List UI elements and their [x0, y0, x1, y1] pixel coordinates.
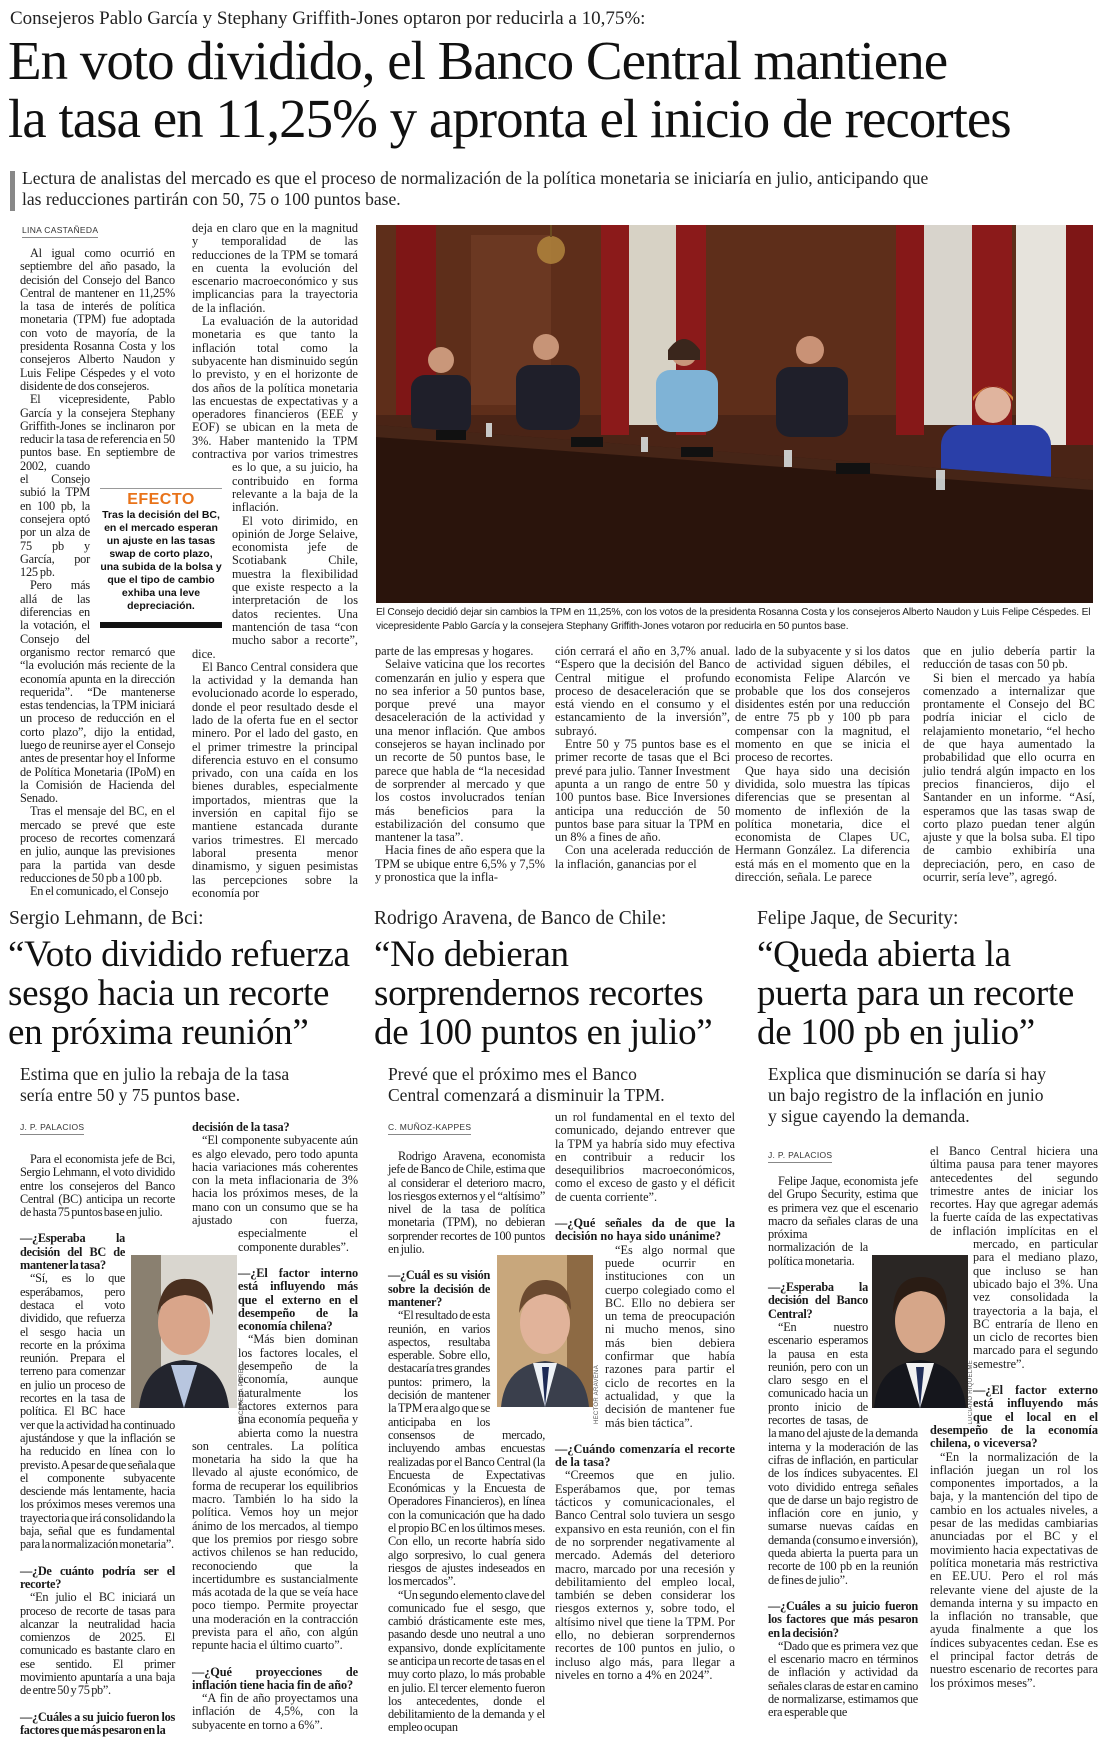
photo-credit: LUCIANO RIQUELME — [968, 1360, 974, 1425]
paragraph: Si bien el mercado ya había comenzado a internalizar que prontamente el Consejo del BC podría iniciar el ciclo de relajamiento monetario, “el hecho de que haya aumentado la probabilidad que ello ocurra en julio tendrá algún impacto en los precios financieros, dijo el Santander en un informe. “Así, esperamos que las tasas swap de corto plazo puedan tener algún ajuste y que la bolsa suba. El tipo de cambio exhibiría una depreciación, pero, en caso de ocurrir, sería leve”, agregó. — [923, 670, 1095, 885]
paragraph: “El componente subyacente aún es algo elevado, pero todo apunta hacia variaciones más coherentes con la meta inflacionaria de 3% hacia los próximos meses, de la mano con un consumo que se ha ajustado con fuerza, especialmente el componente durables”. — [192, 1133, 358, 1254]
headline-line: la tasa en 11,25% y apronta el inicio de recortes — [8, 88, 1011, 149]
interview-question: —¿Cuál es su visión sobre la decisión de mantener? — [388, 1268, 490, 1309]
interview-question: —¿Qué proyecciones de inflación tiene hacia fin de año? — [192, 1664, 358, 1692]
headline-line: de 100 puntos en julio” — [374, 1012, 713, 1053]
paragraph: lado de la subyacente y si los datos de actividad siguen débiles, el economista Felipe Alarcón ve probable que los dos consejeros disidentes estén por una reducción de entre 75 pb y 100 pb para compensar con la magnitud, el momento en que se inicia el proceso de recortes. — [735, 644, 910, 765]
sidebar-title: EFECTO — [127, 491, 195, 508]
dek-line: sería entre 50 y 75 puntos base. — [20, 1085, 241, 1105]
interview-kicker: Felipe Jaque, de Security: — [757, 908, 959, 929]
article-column — [388, 1150, 545, 1735]
dek-line: las reducciones partirán con 50, 75 o 100 puntos base. — [22, 189, 401, 209]
interview-question: —¿Cuándo comenzaría el recorte de la tasa? — [555, 1441, 735, 1470]
article-column — [555, 645, 730, 871]
paragraph: el Banco Central hiciera una última pausa para tener mayores antecedentes del segundo trimestre antes de iniciar los recortes. Hay que agregar además la fuerte caída de las expectativas de inflación implícitas en el mercado, en particular para el mediano plazo, que incluso se han ubicado bajo el 3%. Una vez consolidada la trayectoria a la baja, el BC entraría de lleno en un ciclo de recortes bien marcado para el segundo semestre”. — [930, 1144, 1098, 1371]
dek-line: Lectura de analistas del mercado es que el proceso de normalización de la política monetaria se iniciaría en julio, anticipando que — [22, 168, 929, 188]
paragraph: “Creemos que en julio. Esperábamos que, por temas tácticos y comunicacionales, el Banco Central solo tuviera un sesgo expansivo en esta reunión, con el fin de no sorprender negativamente al mercado. Además del deterioro macro, marcado por una recesión y debilitamiento del empleo local, también se deben considerar los riesgos externos y, sobre todo, el altísimo nivel que tiene la TPM. Por ello, no debieran sorprendernos recortes de 100 puntos en julio, o incluso algo más, para llegar a niveles en torno a 4% en 2024”. — [555, 1468, 735, 1682]
headshot-photo — [497, 1255, 593, 1407]
interview-kicker: Sergio Lehmann, de Bci: — [9, 908, 204, 929]
paragraph: “Es algo normal que puede ocurrir en instituciones con un cuerpo colegiado como el BC. Ello no debiera ser un tema de preocupación ni mucho menos, sino más bien debiera confirmar que había razones para partir el ciclo de recortes en la actualidad, y que la decisión de mantener fue más bien táctica”. — [605, 1242, 735, 1430]
headline-line: “Voto dividido refuerza — [8, 934, 350, 975]
article-column — [375, 645, 545, 884]
article-column — [192, 1121, 358, 1732]
sidebar-body: Tras la decisión del BC, en el mercado esperan un ajuste en las tasas swap de corto plazo, una subida de la bolsa y que el tipo de cambio exhiba una leve depreciación. — [100, 509, 222, 612]
interview-question: —¿El factor interno está influyendo más que el externo en el desempeño de la economía chilena? — [238, 1265, 358, 1334]
byline: J. P. PALACIOS — [20, 1122, 84, 1135]
interview-dek — [388, 1064, 728, 1106]
headline-line: de 100 pb en julio” — [757, 1012, 1035, 1053]
paragraph: “En nuestro escenario esperamos la pausa en esta reunión, pero con un claro sesgo en el comunicado hacia un pronto inicio de recortes de tasas, de la mano del ajuste de la demanda interna y la moderación de las cifras de inflación, en particular de los índices subyacentes. El voto dividido entrega señales que de darse un bajo registro de inflación core en junio, y sumarse nuevas caídas en demanda (consumo e inversión), queda abierta la puerta para un recorte de 100 pb en la reunión de fines de julio”. — [768, 1319, 918, 1587]
paragraph: “A fin de año proyectamos una inflación de 4,5%, con la subyacente en torno a 6%”. — [192, 1691, 358, 1732]
interview-headline — [374, 935, 712, 1052]
interview-question: —¿El factor externo está influyendo más que el local en el desempeño de la economía chilena, o viceversa? — [930, 1383, 1098, 1451]
paragraph: La evaluación de la autoridad monetaria es que tanto la inflación total como la subyacente han disminuido según lo previsto, y en el horizonte de dos años de la política monetaria las encuestas de expectativas y a operadores financieros (EEE y EOF) se ubican en la meta de 3%. Haber mantenido la TPM contractiva por varios trimestres es lo que, a su juicio, ha contribuido en forma relevante a la baja de la inflación. — [192, 314, 358, 515]
board-photo — [376, 225, 1093, 603]
paragraph: Tras el mensaje del BC, en el mercado se prevé que este proceso de recortes comenzará en julio, aunque las previsiones para la partida van desde reducciones de 50 pb a 100 pb. — [20, 804, 175, 885]
article-column — [20, 1153, 175, 1737]
photo-caption: El Consejo decidió dejar sin cambios la TPM en 11,25%, con los votos de la presidenta Rosanna Costa y los consejeros Alberto Naudon y Luis Felipe Céspedes. El vicepresidente Pablo García y la consejera Stephany Griffith-Jones votaron por reducirla en 50 puntos base. — [376, 607, 1091, 632]
dek-line: Prevé que el próximo mes el Banco — [388, 1064, 637, 1084]
dek-line: Estima que en julio la rebaja de la tasa — [20, 1064, 290, 1084]
interview-question: —¿Esperaba la decisión del Banco Central? — [768, 1280, 868, 1321]
headline-line: sesgo hacia un recorte — [8, 973, 330, 1014]
paragraph: “En la normalización de la inflación juegan un rol los componentes importados, a la baja, y la mantención del tipo de cambio en los actuales niveles, a pesar de las medidas cambiarias anunciadas por el BC y el movimiento hacia expectativas de política monetaria más restrictiva en EE.UU. Pero el rol más relevante viene del ajuste de la demanda interna y su impacto en la inflación no transable, que ayuda finalmente a que los índices subyacentes cedan. Ese es el principal factor detrás de nuestro escenario de recortes para los próximos meses”. — [930, 1449, 1098, 1690]
dek-line: Explica que disminución se daría si hay — [768, 1064, 1046, 1084]
headshot-photo — [131, 1255, 237, 1408]
interview-headline — [757, 935, 1074, 1052]
headline-line: en próxima reunión” — [8, 1012, 309, 1053]
headline-line: En voto dividido, el Banco Central mantiene — [8, 30, 948, 91]
byline: J. P. PALACIOS — [768, 1150, 832, 1163]
dek — [22, 168, 1097, 210]
interview-question: —¿Cuáles a su juicio fueron los factores que más pesaron en la decisión? — [768, 1598, 918, 1640]
paragraph: “El resultado de esta reunión, en varios aspectos, resultaba esperable. Sobre ello, destacaría tres grandes puntos: primero, la decisión de mantener la TPM era algo que se anticipaba en los consensos de mercado, incluyendo ambas encuestas realizadas por el Banco Central (la Encuesta de Expectativas Económicas y la Encuesta de Operadores Financieros), en línea con la comunicación que ha dado el propio BC en los últimos meses. Con ello, un recorte habría sido algo sorpresivo, lo cual genera riesgos de ajustes indeseados en los mercados”. — [388, 1308, 545, 1589]
paragraph: “Más bien dominan los factores locales, el desempeño de la economía, aunque naturalmente los factores externos para una economía pequeña y abierta como la nuestra son centrales. La política monetaria ha sido la que ha llevado al ajuste económico, de forma de recuperar los equilibrios macro. También lo ha sido la política. Vemos hoy un mejor ánimo de los mercados, al tiempo que los premios por riesgo sobre activos chilenos se han reducido, reconociendo que la incertidumbre es sustancialmente más acotada de la que se veía hace poco tiempo. Permite proyectar una moderación en la contracción prevista para el año, con algún repunte hacia el último cuarto”. — [192, 1332, 358, 1653]
paragraph: Rodrigo Aravena, economista jefe de Banco de Chile, estima que al considerar el deterioro macro, los riesgos externos y el “altísimo” nivel de la tasa de política monetaria (TPM), no debieran sorprender recortes de 100 puntos en julio. — [388, 1149, 545, 1257]
paragraph: El vicepresidente, Pablo García y la consejera Stephany Griffith-Jones se inclinaron por reducir la tasa de referencia en 50 puntos base. En septiembre de 2002, cuando el Consejo subió la TPM en 100 pb, la consejera optó por un alza de 75 pb y García, por 125 pb. — [20, 392, 175, 580]
paragraph: Pero más allá de las diferencias en la votación, el Consejo del organismo rector remarcó que “la evolución más reciente de la economía apunta en la dirección requerida”. “De mantenerse estas tendencias, la TPM iniciará un proceso de reducción en el corto plazo”, dijo la entidad, luego de reunirse ayer el Consejo antes de presentar hoy el Informe de Política Monetaria (IPoM) en la Comisión de Hacienda del Senado. — [20, 578, 175, 806]
paragraph: “En julio el BC iniciará un proceso de recorte de tasas para alcanzar la neutralidad hacia comienzos de 2025. El comunicado es bastante claro en ese sentido. El primer movimiento apuntaría a una baja de entre 50 y 75 pb”. — [20, 1590, 175, 1698]
paragraph: “Un segundo elemento clave del comunicado fue el sesgo, que cambió drásticamente este mes, pasando desde uno neutral a uno expansivo, donde explícitamente se anticipa un recorte de tasas en el muy corto plazo, lo más probable en julio. El tercer elemento fueron los antecedentes, donde el debilitamiento de la demanda y el empleo ocupan — [388, 1587, 545, 1735]
article-column — [735, 645, 910, 884]
paragraph: Entre 50 y 75 puntos base es el primer recorte de tasas que el Bci prevé para julio. Tanner Investment apunta a un rango de entre 50 y 100 puntos base. Bice Inversiones anticipa una reducción de 50 puntos base para situar la TPM en un 8% a fines de año. — [555, 737, 730, 845]
dek-line: Central comenzará a disminuir la TPM. — [388, 1085, 665, 1105]
paragraph: El voto dirimido, en opinión de Jorge Selaive, economista jefe de Scotiabank Chile, muestra la flexibilidad que existe respecto a la interpretación de los datos recientes. Una mantención de tasa “con mucho sabor a recorte”, dice. — [192, 513, 358, 661]
paragraph: que en julio debería partir la reducción de tasas con 50 pb. — [923, 644, 1095, 672]
paragraph: Con una acelerada reducción de la inflación, ganancias por el — [555, 843, 730, 871]
interview-question: —¿Cuáles a su juicio fueron los factores que más pesaron en la — [20, 1709, 175, 1737]
headline-line: puerta para un recorte — [757, 973, 1074, 1014]
paragraph: un rol fundamental en el texto del comunicado, dejando entrever que la TPM ya habría sido muy efectiva en contribuir a reducir los desequilibrios macroeconómicos, como el exceso de gasto y el déficit de cuenta corriente”. — [555, 1110, 735, 1204]
interview-headline — [8, 935, 350, 1052]
paragraph: Felipe Jaque, economista jefe del Grupo Security, estima que es primera vez que el escenario macro da señales claras de una próxima normalización de la política monetaria. — [768, 1174, 918, 1268]
sidebar-box — [100, 488, 222, 628]
byline: C. MUÑOZ-KAPPES — [388, 1122, 471, 1135]
interview-question: —¿Esperaba la decisión del BC de mantener la tasa? — [20, 1231, 125, 1273]
paragraph: Al igual como ocurrió en septiembre del año pasado, la decisión del Consejo del Banco Central de mantener en 11,25% la tasa de interés de política monetaria (TPM) fue adoptada con voto de mayoría, de la presidenta Rosanna Costa y los consejeros Alberto Naudon y Luis Felipe Céspedes y el voto disidente de dos consejeros. — [20, 246, 175, 393]
interview-kicker: Rodrigo Aravena, de Banco de Chile: — [374, 908, 667, 929]
interview-question: —¿De cuánto podría ser el recorte? — [20, 1563, 175, 1591]
paragraph: Que haya sido una decisión dividida, solo muestra las típicas diferencias que se presentan al momento de inflexión de la política monetaria, dice el economista de Clapes UC, Hermann González. La diferencia está más en el momento que en la dirección, señala. Le parece — [735, 763, 910, 885]
byline: LINA CASTAÑEDA — [22, 225, 98, 238]
headline — [8, 32, 1011, 148]
paragraph: Hacia fines de año espera que la TPM se ubique entre 6,5% y 7,5% y pronostica que la infla- — [375, 843, 545, 885]
headline-line: “No debieran — [374, 934, 569, 975]
paragraph: Selaive vaticina que los recortes comenzarán en julio y espera que no sea inferior a 50 puntos base, porque prevé una mayor desaceleración de la actividad y una menor inflación. Que ambos consejeros se hayan inclinado por un recorte de 50 puntos base, le parece que habla de “la necesidad de sorprender al mercado y que los costos involucrados tenían más beneficios para la estabilización del consumo que mantener la tasa”. — [375, 657, 545, 845]
interview-question: —¿Qué señales da de que la decisión no haya sido unánime? — [555, 1216, 735, 1244]
article-column — [930, 1145, 1098, 1690]
paragraph: ción cerrará el año en 3,7% anual. “Espero que la decisión del Banco Central mitigue el profundo proceso de desaceleración que se está viendo en el consumo y el estancamiento de la inversión”, subrayó. — [555, 644, 730, 738]
dek-line: y sigue cayendo la demanda. — [768, 1106, 970, 1126]
article-column — [923, 645, 1095, 884]
photo-credit: HÉCTOR ARAVENA — [594, 1365, 600, 1424]
paragraph: Para el economista jefe de Bci, Sergio Lehmann, el voto dividido entre los consejeros del Banco Central (BC) anticipa un recorte de hasta 75 puntos base en julio. — [20, 1152, 175, 1220]
headline-line: sorprendernos recortes — [374, 973, 704, 1014]
interview-question: decisión de la tasa? — [192, 1120, 290, 1134]
interview-dek — [20, 1064, 360, 1106]
paragraph: parte de las empresas y hogares. — [375, 644, 534, 658]
paragraph: “Dado que es primera vez que el escenario macro en términos de inflación y actividad da señales claras de estar en camino de normalizarse, estimamos que era esperable que — [768, 1638, 918, 1720]
paragraph: deja en claro que en la magnitud y temporalidad de las reducciones de la TPM se tomará en cuenta la evolución del escenario macroeconómico y sus implicancias para la trayectoria de la inflación. — [192, 221, 358, 315]
paragraph: El Banco Central considera que la actividad y la demanda han evolucionado acorde lo esperado, donde el peor resultado desde el lado de la oferta fue en el sector minero. Por el lado del gasto, en el primer trimestre la principal diferencia estuvo en el consumo privado, con una caída en los bienes durables, especialmente importados, mientras que la inversión en capital fijo se mantiene estancada durante varios trimestres. El mercado laboral presenta menor dinamismo, y siguen pesimistas las percepciones sobre la economía por — [192, 659, 358, 900]
headshot-photo — [872, 1255, 968, 1408]
dek-line: un bajo registro de la inflación en junio — [768, 1085, 1044, 1105]
photo-credit: MACARENA PÉREZ — [239, 1365, 245, 1425]
paragraph: “Sí, es lo que esperábamos, pero destaca el voto dividido, que refuerza el sesgo hacia un recorte en la próxima reunión. Prepara el terreno para comenzar en julio un proceso de recortes en la tasa de política. El BC hace ver que la actividad ha continuado ajustándose y que la inflación se ha reducido en línea con lo previsto. A pesar de que señala que el componente subyacente desciende más lentamente, hacia los próximos meses veremos una trayectoria que irá consolidando la baja, señal que es fundamental para la normalización monetaria”. — [20, 1271, 175, 1552]
paragraph: En el comunicado, el Consejo — [30, 884, 169, 899]
dek-bar — [10, 171, 15, 211]
kicker: Consejeros Pablo García y Stephany Griffith-Jones optaron por reducirla a 10,75%: — [10, 8, 646, 29]
interview-dek — [768, 1064, 1098, 1127]
headline-line: “Queda abierta la — [757, 934, 1011, 975]
